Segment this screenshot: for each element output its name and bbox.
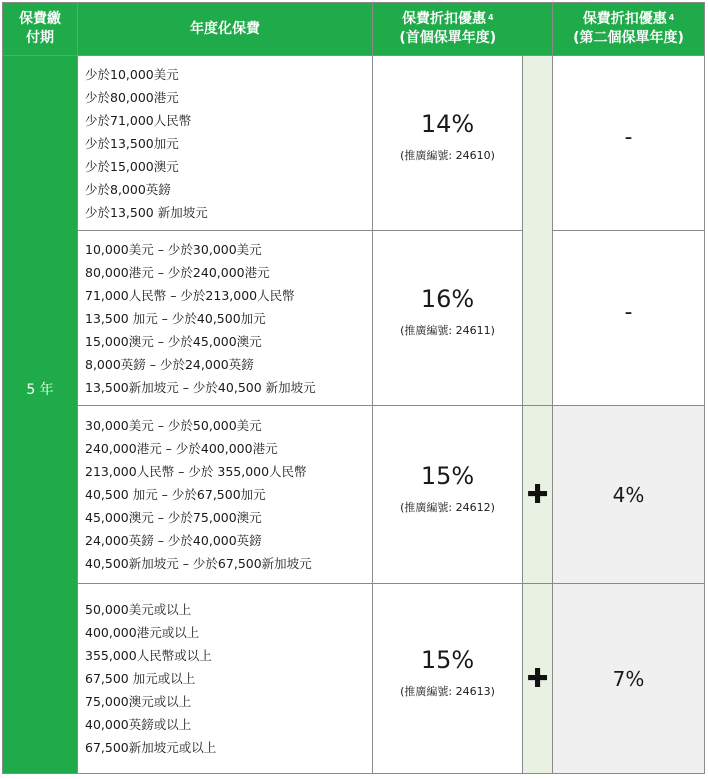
- premium-cell: 少於10,000美元 少於80,000港元 少於71,000人民幣 少於13,500加元 少於15,000澳元 少於8,000英鎊 少於13,500 新加坡元: [78, 56, 373, 231]
- discount-second-cell: -: [553, 231, 705, 406]
- term-cell: 5 年: [3, 56, 78, 774]
- discount-first-cell: [373, 584, 523, 774]
- discount-value: 15%: [420, 461, 475, 490]
- discount-value: 16%: [420, 285, 475, 313]
- promo-code: (推廣編號: 24613): [400, 684, 495, 698]
- premium-cell: 50,000美元或以上 400,000港元或以上 355,000人民幣或以上 67,500 加元或以上 75,000澳元或以上 40,000英鎊或以上 67,500新加坡元或以上: [78, 584, 373, 774]
- promo-code: (推廣編號: 24611): [400, 324, 495, 337]
- table-row: [3, 56, 705, 231]
- discount-table: [2, 2, 705, 774]
- promo-code: (推廣編號: 24612): [400, 500, 495, 514]
- footnote-marker: 4: [487, 13, 494, 22]
- header-term: 保費繳付期: [3, 3, 78, 56]
- discount-value: 14%: [420, 110, 475, 138]
- premium-cell: 10,000美元 – 少於30,000美元 80,000港元 – 少於240,000港元 71,000人民幣 – 少於213,000人民幣 13,500 加元 – 少於40,500加元 15,000澳元 – 少於45,000澳元 8,000英鎊 – 少於24,000英鎊 13,500新加坡元 – 少於40,500 新加坡元: [78, 231, 373, 406]
- table-row: [3, 231, 705, 406]
- plus-cell: [523, 406, 553, 584]
- discount-second-cell: [553, 406, 705, 584]
- header-discount-first-year: 保費折扣優惠 $^4$ (首個保單年度): [373, 3, 523, 56]
- discount-first-cell: [373, 406, 523, 584]
- header-discount-second-year: 保費折扣優惠 $^4$ (第二個保單年度): [553, 3, 705, 56]
- plus-cell: [523, 584, 553, 774]
- plus-icon: ✚: [526, 479, 549, 510]
- discount-first-cell: [373, 56, 523, 231]
- table-row: [3, 406, 705, 584]
- promo-code: (推廣編號: 24610): [400, 149, 495, 162]
- discount-value: 15%: [420, 645, 475, 674]
- table-row: [3, 584, 705, 774]
- discount-first-cell: [373, 231, 523, 406]
- header-annualized-premium: 年度化保費: [78, 3, 373, 56]
- footnote-marker: 4: [668, 13, 675, 22]
- plus-cell: [523, 56, 553, 406]
- header-spacer: [523, 3, 553, 56]
- table-header-row: [3, 3, 705, 56]
- discount-second-value: 7%: [612, 666, 645, 691]
- premium-cell: 30,000美元 – 少於50,000美元 240,000港元 – 少於400,000港元 213,000人民幣 – 少於 355,000人民幣 40,500 加元 – 少於67,500加元 45,000澳元 – 少於75,000澳元 24,000英鎊 – 少於40,000英鎊 40,500新加坡元 – 少於67,500新加坡元: [78, 406, 373, 584]
- plus-icon: ✚: [526, 663, 549, 694]
- discount-second-cell: -: [553, 56, 705, 231]
- discount-second-cell: [553, 584, 705, 774]
- discount-second-value: 4%: [612, 482, 645, 507]
